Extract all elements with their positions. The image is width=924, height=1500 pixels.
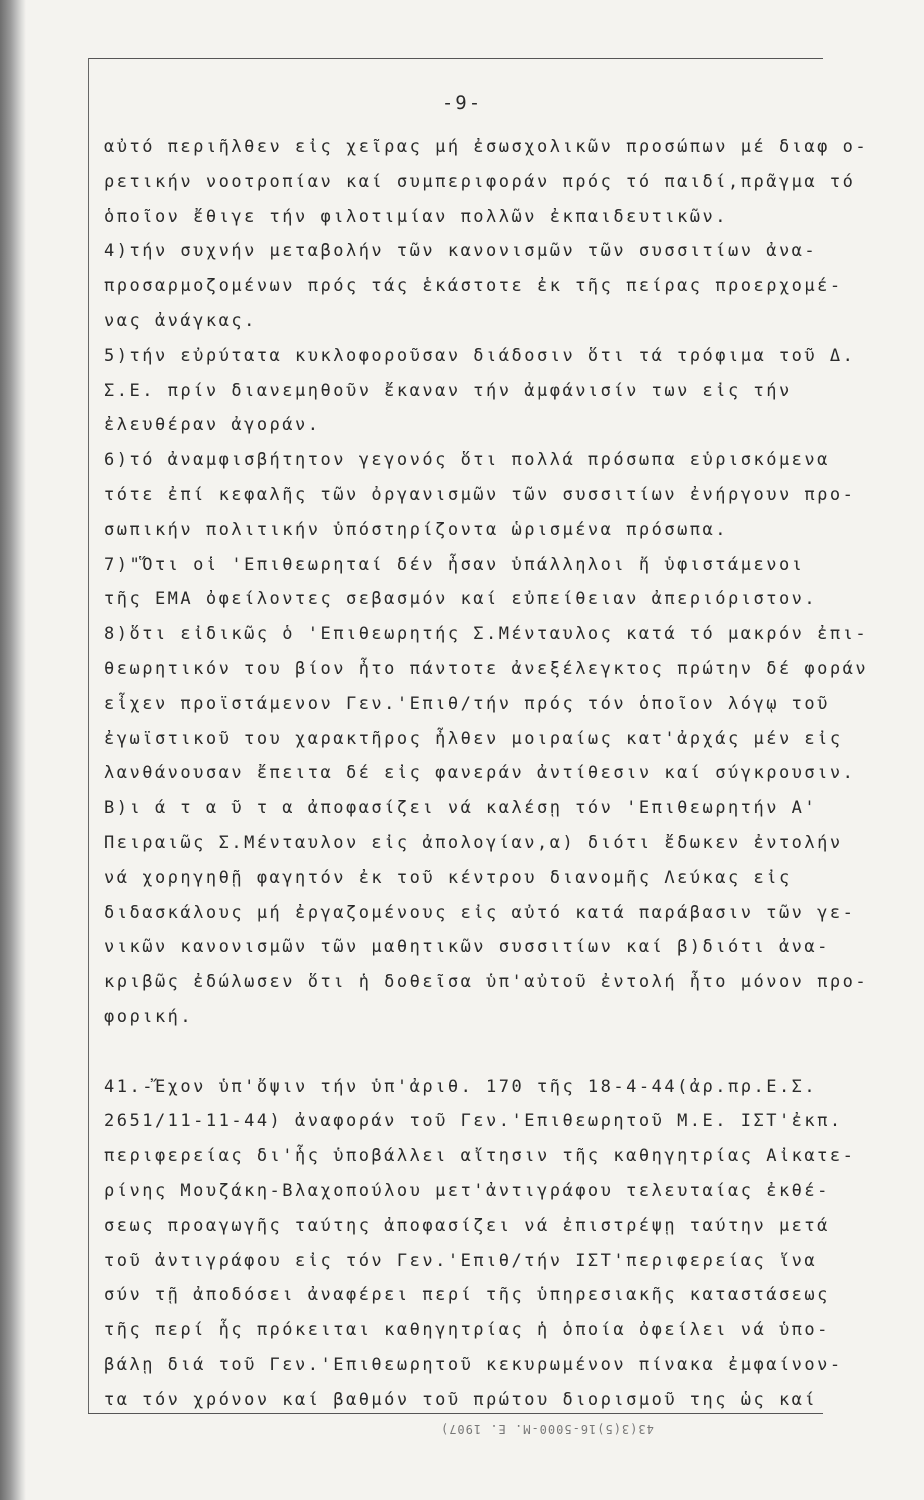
text-line: Β)ι ά τ α ῦ τ α ἀποφασίζει νά καλέσῃ τόν 'Επιθεωρητήν Α'	[104, 798, 818, 819]
text-line: αὐτό περιῆλθεν εἰς χεῖρας μή ἐσωσχολικῶν προσώπων μέ διαφ ο-	[104, 137, 869, 157]
text-line: ρετικήν νοοτροπίαν καί συμπεριφοράν πρός τό παιδί,πρᾶγμα τό	[104, 171, 856, 192]
text-line: ἐγωϊστικοῦ του χαρακτῆρος ἦλθεν μοιραίως κατ'ἀρχάς μέν εἰς	[104, 728, 843, 749]
paragraph-main	[104, 130, 904, 1035]
text-line: βάλῃ διά τοῦ Γεν.'Επιθεωρητοῦ κεκυρωμένον πίνακα ἐμφαίνον-	[104, 1354, 843, 1375]
text-line: ὁποῖον ἔθιγε τήν φιλοτιμίαν πολλῶν ἐκπαιδευτικῶν.	[104, 206, 729, 227]
text-line: Πειραιῶς Σ.Μένταυλον εἰς ἀπολογίαν,α) διότι ἔδωκεν ἐντολήν	[104, 832, 843, 853]
page-number: -9-	[441, 92, 483, 114]
text-line: 4)τήν συχνήν μεταβολήν τῶν κανονισμῶν τῶν συσσιτίων ἀνα-	[104, 241, 818, 262]
text-line: 7)"Ὅτι οἱ 'Επιθεωρηταί δέν ἦσαν ὑπάλληλοι ἤ ὑφιστάμενοι	[104, 554, 805, 575]
left-margin-rule	[88, 58, 89, 1413]
text-line: τότε ἐπί κεφαλῆς τῶν ὀργανισμῶν τῶν συσσιτίων ἐνήργουν προ-	[104, 484, 856, 505]
paragraph-41	[104, 1070, 904, 1418]
text-line: κριβῶς ἐδώλωσεν ὅτι ἡ δοθεῖσα ὑπ'αὐτοῦ ἐντολή ἦτο μόνον προ-	[104, 972, 869, 993]
text-line: 6)τό ἀναμφισβήτητον γεγονός ὅτι πολλά πρόσωπα εὑρισκόμενα	[104, 450, 830, 471]
text-line: λανθάνουσαν ἔπειτα δέ εἰς φανεράν ἀντίθεσιν καί σύγκρουσιν.	[104, 763, 856, 784]
text-line: προσαρμοζομένων πρός τάς ἑκάστοτε ἐκ τῆς πείρας προερχομέ-	[104, 276, 843, 297]
typewritten-body	[104, 130, 904, 1417]
text-line: τα τόν χρόνον καί βαθμόν τοῦ πρώτου διορισμοῦ της ὡς καί	[104, 1389, 818, 1410]
text-line: νας ἀνάγκας.	[104, 310, 257, 331]
top-rule	[88, 58, 823, 59]
paragraph-gap	[104, 1035, 904, 1070]
text-line: νά χορηγηθῇ φαγητόν ἐκ τοῦ κέντρου διανομῆς Λεύκας εἰς	[104, 867, 792, 888]
text-line: τῆς ΕΜΑ ὀφείλοντες σεβασμόν καί εὐπείθειαν ἀπεριόριστον.	[104, 589, 818, 610]
text-line: διδασκάλους μή ἐργαζομένους εἰς αὐτό κατά παράβασιν τῶν γε-	[104, 902, 856, 923]
text-line: 2651/11-11-44) ἀναφοράν τοῦ Γεν.'Επιθεωρητοῦ Μ.Ε. ΙΣΤ'ἐκπ.	[104, 1111, 843, 1132]
text-line: τοῦ ἀντιγράφου εἰς τόν Γεν.'Επιθ/τήν ΙΣΤ'περιφερείας ἵνα	[104, 1250, 818, 1271]
text-line: 41.-Ἔχον ὑπ'ὄψιν τήν ὑπ'ἀριθ. 170 τῆς 18-4-44(ἀρ.πρ.Ε.Σ.	[104, 1076, 818, 1097]
text-line: νικῶν κανονισμῶν τῶν μαθητικῶν συσσιτίων καί β)διότι ἀνα-	[104, 937, 830, 958]
text-line: 5)τήν εὐρύτατα κυκλοφοροῦσαν διάδοσιν ὅτι τά τρόφιμα τοῦ Δ.	[104, 345, 856, 366]
footer-print-code: 43(3(5)16-5000-Μ. Ε. 1907)	[440, 1422, 654, 1436]
text-line: ρίνης Μουζάκη-Βλαχοπούλου μετ'ἀντιγράφου τελευταίας ἐκθέ-	[104, 1180, 830, 1201]
text-line: εἶχεν προϊστάμενον Γεν.'Επιθ/τήν πρός τόν ὁποῖον λόγῳ τοῦ	[104, 693, 830, 714]
text-line: περιφερείας δι'ἧς ὑποβάλλει αἴτησιν τῆς καθηγητρίας Αἰκατε-	[104, 1146, 856, 1167]
text-line: 8)ὅτι εἰδικῶς ὁ 'Επιθεωρητής Σ.Μένταυλος κατά τό μακρόν ἐπι-	[104, 624, 869, 645]
text-line: θεωρητικόν του βίον ἦτο πάντοτε ἀνεξέλεγκτος πρώτην δέ φοράν	[104, 658, 869, 679]
scan-binding-edge	[0, 0, 26, 1500]
text-line: σωπικήν πολιτικήν ὑπόστηρίζοντα ὡρισμένα πρόσωπα.	[104, 519, 729, 540]
text-line: φορική.	[104, 1006, 194, 1027]
text-line: τῆς περί ἧς πρόκειται καθηγητρίας ἡ ὁποία ὀφείλει νά ὑπο-	[104, 1320, 830, 1341]
text-line: σύν τῇ ἀποδόσει ἀναφέρει περί τῆς ὑπηρεσιακῆς καταστάσεως	[104, 1285, 830, 1306]
text-line: Σ.Ε. πρίν διανεμηθοῦν ἔκαναν τήν ἀμφάνισίν των εἰς τήν	[104, 380, 792, 401]
text-line: σεως προαγωγῆς ταύτης ἀποφασίζει νά ἐπιστρέψῃ ταύτην μετά	[104, 1215, 830, 1236]
text-line: ἐλευθέραν ἀγοράν.	[104, 415, 321, 436]
